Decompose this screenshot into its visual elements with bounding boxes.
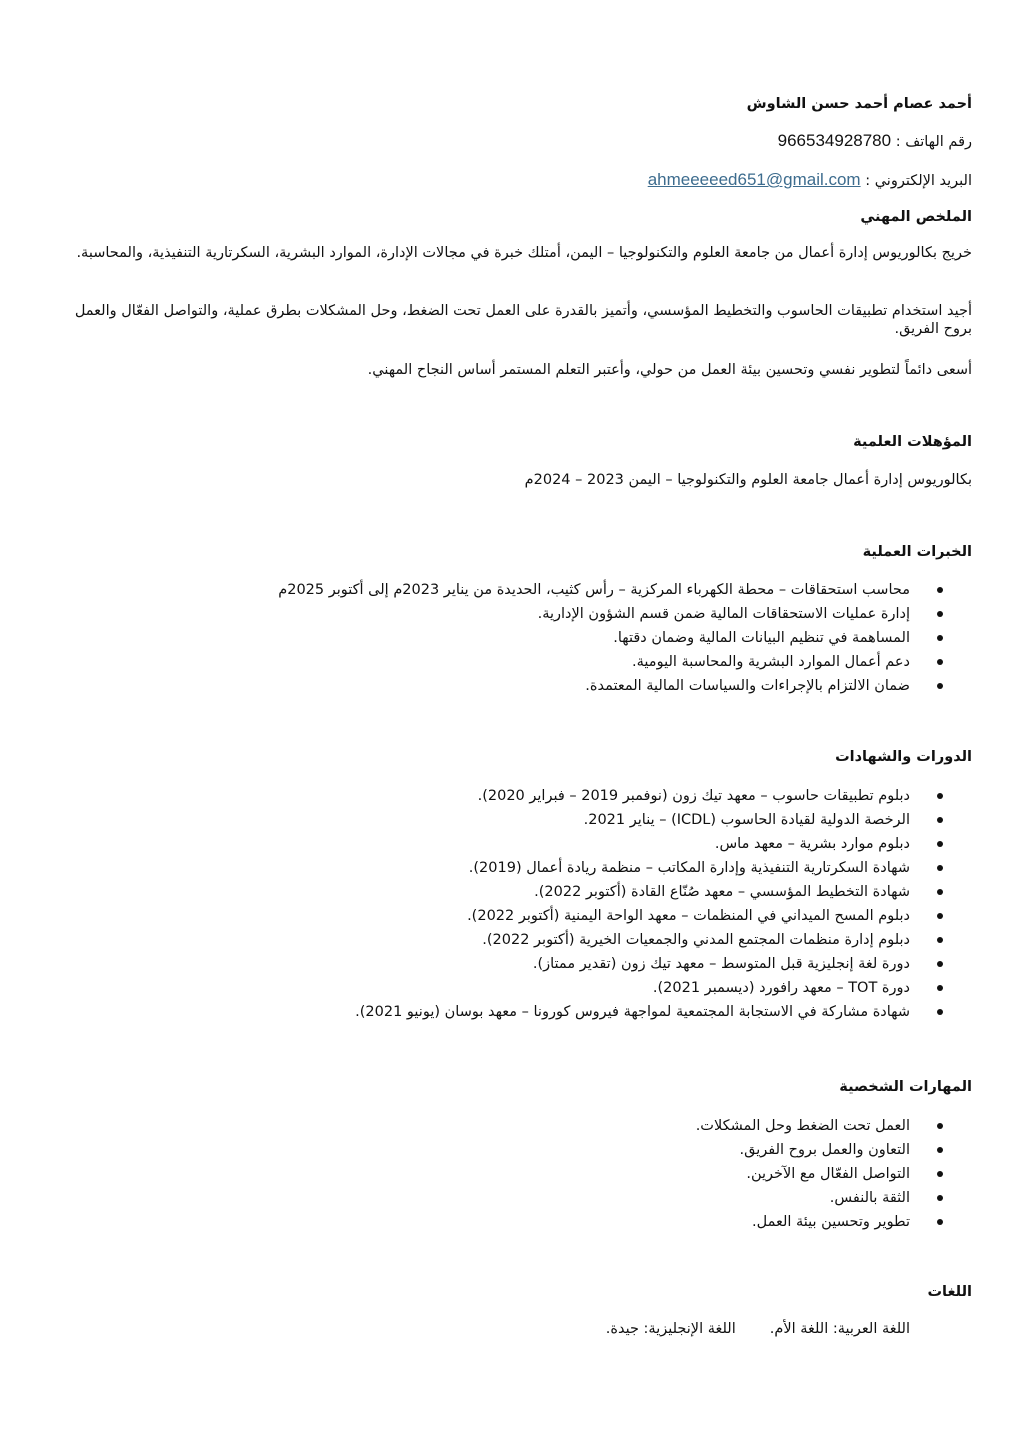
summary-paragraph-1: خريج بكالوريوس إدارة أعمال من جامعة العلوم والتكنولوجيا – اليمن، أمتلك خبرة في مجالات الإدارة، الموارد البشرية، السكرتارية التنفيذية، والمحاسبة. [76,245,972,261]
email-row [50,170,972,191]
list-item: الرخصة الدولية لقيادة الحاسوب (ICDL) – يناير 2021. [50,808,910,832]
language-arabic: اللغة العربية: اللغة الأم. [769,1321,910,1337]
bullet-icon [937,1123,943,1129]
skills-list [50,1114,910,1234]
list-item: ضمان الالتزام بالإجراءات والسياسات المالية المعتمدة. [50,674,910,698]
list-item: دورة لغة إنجليزية قبل المتوسط – معهد تيك زون (تقدير ممتاز). [50,952,910,976]
list-item: العمل تحت الضغط وحل المشكلات. [50,1114,910,1138]
list-item: دبلوم موارد بشرية – معهد ماس. [50,832,910,856]
bullet-icon [937,635,943,641]
bullet-icon [937,889,943,895]
phone-row [50,131,972,152]
email-link[interactable]: ahmeeeeed651@gmail.com [647,170,861,189]
bullet-icon [937,587,943,593]
bullet-icon [937,659,943,665]
summary-paragraph-3: أسعى دائماً لتطوير نفسي وتحسين بيئة العمل من حولي، وأعتبر التعلم المستمر أساس النجاح المهني. [367,362,972,378]
email-label: البريد الإلكتروني : [865,173,972,189]
summary-heading: الملخص المهني [860,209,972,225]
bullet-icon [937,985,943,991]
summary-paragraph-2: أجيد استخدام تطبيقات الحاسوب والتخطيط المؤسسي، وأتميز بالقدرة على العمل تحت الضغط، وحل المشكلات بطرق عملية، والتواصل الفعّال والعمل بروح الفريق. [74,303,972,337]
experience-list [50,578,910,698]
bullet-icon [937,1195,943,1201]
list-item: تطوير وتحسين بيئة العمل. [50,1210,910,1234]
bullet-icon [937,611,943,617]
list-item: محاسب استحقاقات – محطة الكهرباء المركزية – رأس كثيب، الحديدة من يناير 2023م إلى أكتوبر 2025م [50,578,910,602]
courses-heading: الدورات والشهادات [835,749,972,765]
bullet-icon [937,913,943,919]
languages-heading: اللغات [927,1284,972,1300]
list-item: إدارة عمليات الاستحقاقات المالية ضمن قسم الشؤون الإدارية. [50,602,910,626]
list-item: الثقة بالنفس. [50,1186,910,1210]
education-heading: المؤهلات العلمية [853,434,972,450]
list-item: دعم أعمال الموارد البشرية والمحاسبة اليومية. [50,650,910,674]
list-item: شهادة التخطيط المؤسسي – معهد صُنّاع القادة (أكتوبر 2022). [50,880,910,904]
list-item: التواصل الفعّال مع الآخرين. [50,1162,910,1186]
bullet-icon [937,865,943,871]
list-item: دبلوم إدارة منظمات المجتمع المدني والجمعيات الخيرية (أكتوبر 2022). [50,928,910,952]
resume-page [50,0,972,1449]
bullet-icon [937,683,943,689]
bullet-icon [937,1009,943,1015]
candidate-name: أحمد عصام أحمد حسن الشاوش [746,96,972,112]
list-item: التعاون والعمل بروح الفريق. [50,1138,910,1162]
education-line: بكالوريوس إدارة أعمال جامعة العلوم والتكنولوجيا – اليمن 2023 – 2024م [524,472,972,488]
skills-heading: المهارات الشخصية [839,1079,972,1095]
bullet-icon [937,961,943,967]
phone-value: 966534928780 [777,131,892,150]
list-item: المساهمة في تنظيم البيانات المالية وضمان دقتها. [50,626,910,650]
bullet-icon [937,1147,943,1153]
bullet-icon [937,1219,943,1225]
list-item: دبلوم المسح الميداني في المنظمات – معهد الواحة اليمنية (أكتوبر 2022). [50,904,910,928]
courses-list [50,784,910,1024]
list-item: دورة TOT – معهد رافورد (ديسمبر 2021). [50,976,910,1000]
bullet-icon [937,817,943,823]
experience-heading: الخبرات العملية [862,544,972,560]
list-item: دبلوم تطبيقات حاسوب – معهد تيك زون (نوفمبر 2019 – فبراير 2020). [50,784,910,808]
bullet-icon [937,841,943,847]
languages-row [50,1319,910,1339]
bullet-icon [937,793,943,799]
bullet-icon [937,1171,943,1177]
phone-label: رقم الهاتف : [895,134,972,150]
list-item: شهادة السكرتارية التنفيذية وإدارة المكاتب – منظمة ريادة أعمال (2019). [50,856,910,880]
list-item: شهادة مشاركة في الاستجابة المجتمعية لمواجهة فيروس كورونا – معهد بوسان (يونيو 2021). [50,1000,910,1024]
bullet-icon [937,937,943,943]
language-english: اللغة الإنجليزية: جيدة. [605,1321,736,1337]
